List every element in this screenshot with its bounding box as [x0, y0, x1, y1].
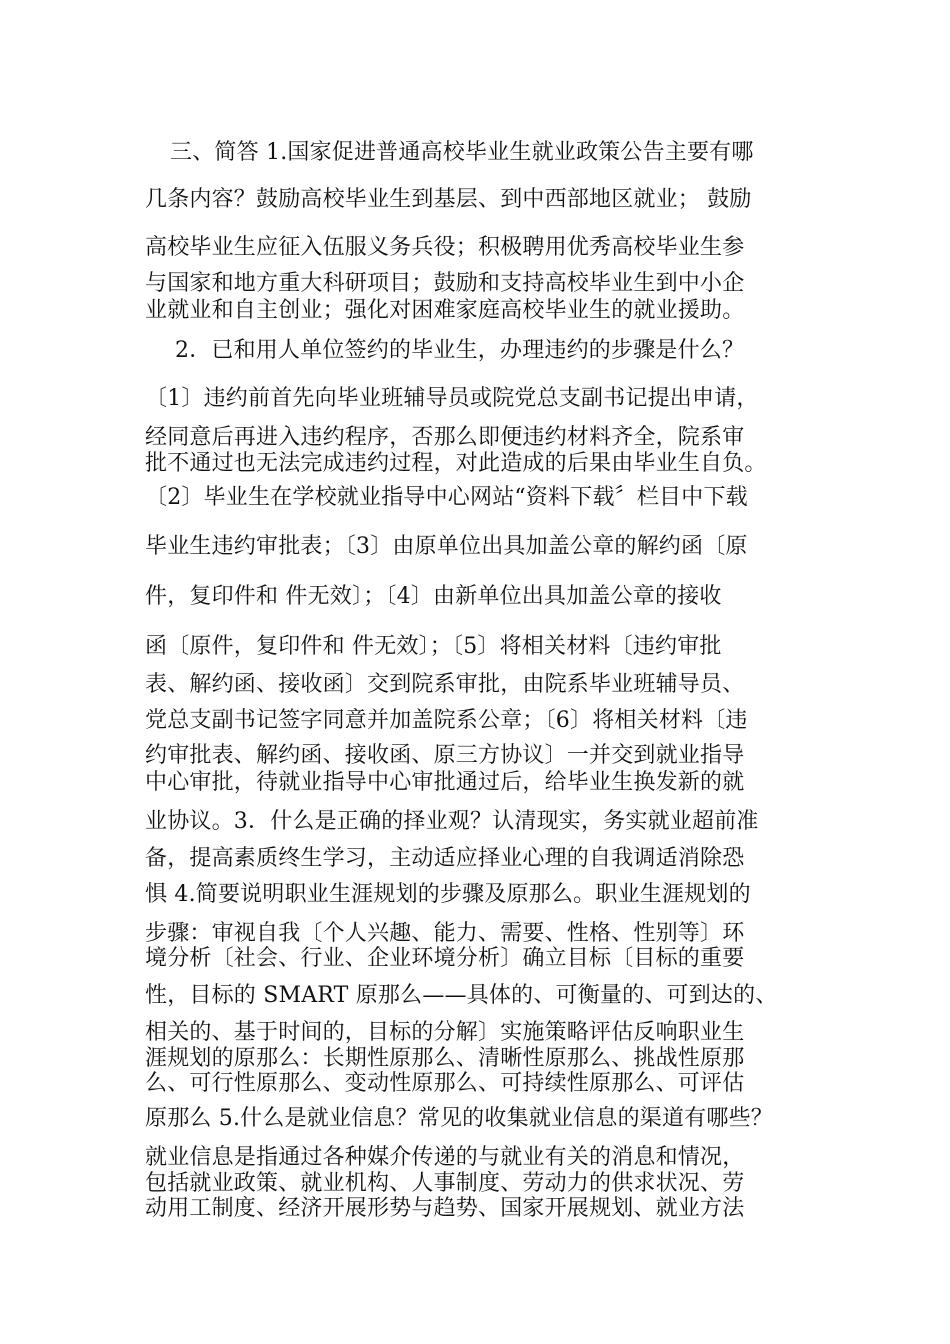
text-line: 党总支副书记签字同意并加盖院系公章；〔6〕将相关材料〔违: [145, 708, 748, 733]
text-line: 原那么 5.什么是就业信息？常见的收集就业信息的渠道有哪些？: [145, 1106, 773, 1131]
text-line: 批不通过也无法完成违约过程，对此造成的后果由毕业生自负。: [145, 451, 767, 476]
text-line: 约审批表、解约函、接收函、原三方协议〕一并交到就业指导: [145, 743, 745, 768]
text-line: 毕业生违约审批表；〔3〕由原单位出具加盖公章的解约函〔原: [145, 534, 748, 559]
text-line: 〔2〕毕业生在学校就业指导中心网站“资料下载〞栏目中下载: [145, 485, 748, 510]
text-line: 性，目标的 SMART 原那么——具体的、可衡量的、可到达的、: [145, 983, 778, 1008]
text-line: 包括就业政策、就业机构、人事制度、劳动力的供求状况、劳: [145, 1171, 745, 1196]
text-line: 表、解约函、接收函〕交到院系审批，由院系毕业班辅导员、: [145, 672, 745, 697]
text-line: 相关的、基于时间的，目标的分解〕实施策略评估反响职业生: [145, 1020, 745, 1045]
text-line: 惧 4.简要说明职业生涯规划的步骤及原那么。职业生涯规划的: [145, 882, 751, 907]
text-line: 涯规划的原那么：长期性原那么、清晰性原那么、挑战性原那: [145, 1046, 745, 1071]
text-line: 境分析〔社会、行业、企业环境分析〕确立目标〔目标的重要: [145, 946, 745, 971]
text-line: 步骤：审视自我〔个人兴趣、能力、需要、性格、性别等〕环: [145, 921, 745, 946]
text-line: 高校毕业生应征入伍服义务兵役；积极聘用优秀高校毕业生参: [145, 235, 745, 260]
text-line: 三、简答 1.国家促进普通高校毕业生就业政策公告主要有哪: [170, 140, 754, 165]
text-line: 与国家和地方重大科研项目；鼓励和支持高校毕业生到中小企: [145, 271, 745, 296]
text-line: 么、可行性原那么、变动性原那么、可持续性原那么、可评估: [145, 1071, 745, 1096]
text-line: 备，提高素质终生学习，主动适应择业心理的自我调适消除恐: [145, 846, 745, 871]
text-line: 几条内容？鼓励高校毕业生到基层、到中西部地区就业； 鼓励: [145, 187, 752, 212]
text-line: 件，复印件和 件无效〕；〔4〕由新单位出具加盖公章的接收: [145, 584, 722, 609]
text-line: 〔1〕违约前首先向毕业班辅导员或院党总支副书记提出申请，: [145, 386, 759, 411]
text-line: 业就业和自主创业；强化对困难家庭高校毕业生的就业援助。: [145, 298, 745, 323]
text-line: 2．已和用人单位签约的毕业生，办理违约的步骤是什么？: [175, 338, 745, 363]
text-line: 函〔原件，复印件和 件无效〕；〔5〕将相关材料〔违约审批: [145, 634, 722, 659]
text-line: 动用工制度、经济开展形势与趋势、国家开展规划、就业方法: [145, 1196, 745, 1221]
text-line: 业协议。3．什么是正确的择业观？认清现实，务实就业超前准: [145, 809, 759, 834]
text-line: 中心审批，待就业指导中心审批通过后，给毕业生换发新的就: [145, 770, 745, 795]
text-line: 经同意后再进入违约程序，否那么即便违约材料齐全，院系审: [145, 425, 745, 450]
text-line: 就业信息是指通过各种媒介传递的与就业有关的消息和情况，: [145, 1145, 745, 1170]
